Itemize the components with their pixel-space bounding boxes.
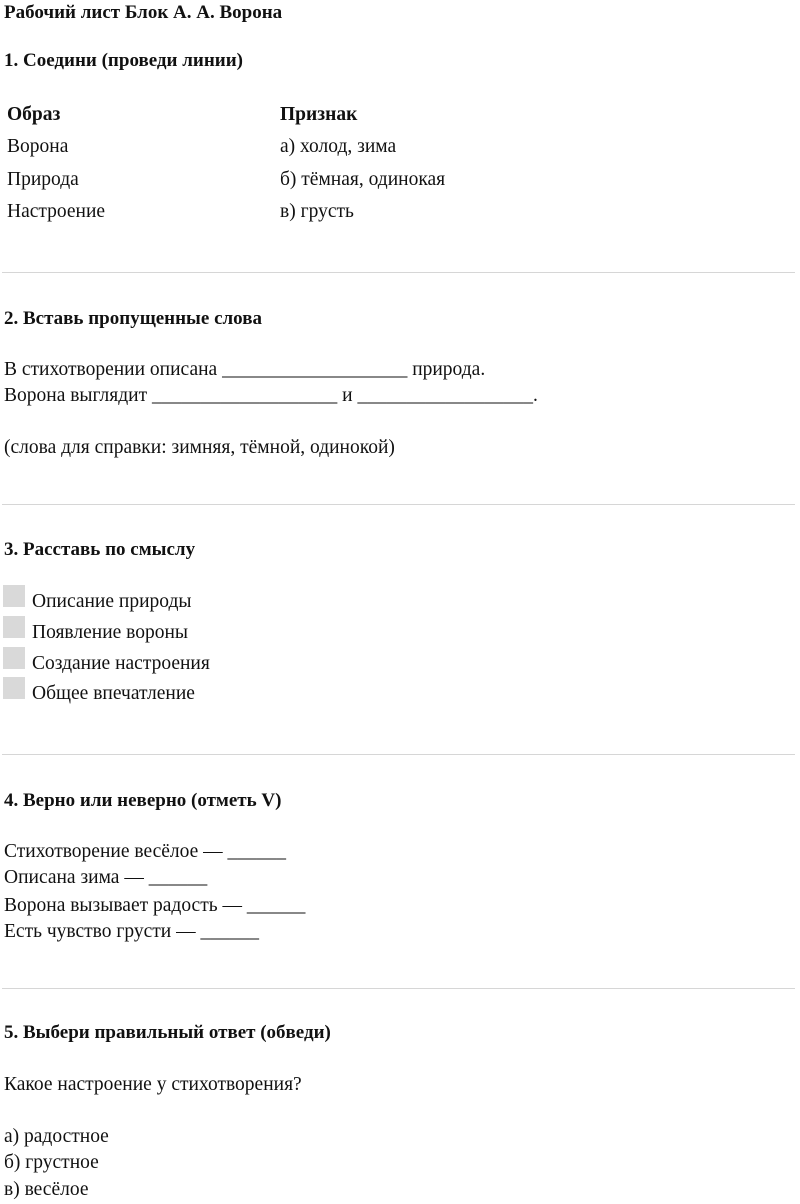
fill-line-2 [4, 384, 538, 408]
answer-option[interactable]: в) весёлое [4, 1179, 89, 1200]
section1-heading: 1. Соедини (проведи линии) [4, 50, 244, 71]
match-right-item[interactable]: б) тёмная, одинокая [280, 169, 446, 190]
section5-heading: 5. Выбери правильный ответ (обведи) [4, 1022, 331, 1043]
column-header-feature: Признак [280, 104, 358, 125]
divider [2, 988, 795, 989]
true-false-statement[interactable]: Есть чувство грусти — ______ [4, 921, 259, 942]
match-left-item[interactable]: Настроение [7, 201, 106, 222]
fill-line-1-end: природа. [412, 359, 486, 380]
fill-line-1 [4, 358, 485, 382]
section2-heading: 2. Вставь пропущенные слова [4, 308, 262, 329]
order-item: Описание природы [32, 591, 192, 612]
answer-option[interactable]: б) грустное [4, 1152, 99, 1173]
order-box[interactable] [3, 616, 25, 638]
section3-heading: 3. Расставь по смыслу [4, 539, 196, 560]
true-false-statement[interactable]: Ворона вызывает радость — ______ [4, 895, 306, 916]
order-item: Появление вороны [32, 622, 189, 643]
order-item: Общее впечатление [32, 683, 195, 704]
question-text: Какое настроение у стихотворения? [4, 1074, 302, 1095]
divider [2, 754, 795, 755]
column-header-image: Образ [7, 104, 61, 125]
divider [2, 504, 795, 505]
fill-blank[interactable]: ___________________ [222, 359, 408, 380]
order-item: Создание настроения [32, 653, 210, 674]
fill-line-2-start: Ворона выглядит [4, 385, 148, 406]
match-left-item[interactable]: Природа [7, 169, 79, 190]
divider [2, 272, 795, 273]
true-false-statement[interactable]: Описана зима — ______ [4, 867, 208, 888]
fill-line-2-mid: и [342, 385, 353, 406]
order-box[interactable] [3, 647, 25, 669]
word-hint: (слова для справки: зимняя, тёмной, одинокой) [4, 437, 395, 458]
fill-blank[interactable]: __________________. [357, 385, 538, 406]
worksheet-title: Рабочий лист Блок А. А. Ворона [4, 2, 283, 23]
true-false-statement[interactable]: Стихотворение весёлое — ______ [4, 841, 287, 862]
order-box[interactable] [3, 585, 25, 607]
order-box[interactable] [3, 677, 25, 699]
answer-option[interactable]: а) радостное [4, 1126, 109, 1147]
fill-blank[interactable]: ___________________ [152, 385, 338, 406]
fill-line-1-start: В стихотворении описана [4, 359, 218, 380]
match-right-item[interactable]: в) грусть [280, 201, 354, 222]
match-left-item[interactable]: Ворона [7, 136, 69, 157]
match-right-item[interactable]: а) холод, зима [280, 136, 397, 157]
section4-heading: 4. Верно или неверно (отметь V) [4, 790, 282, 811]
